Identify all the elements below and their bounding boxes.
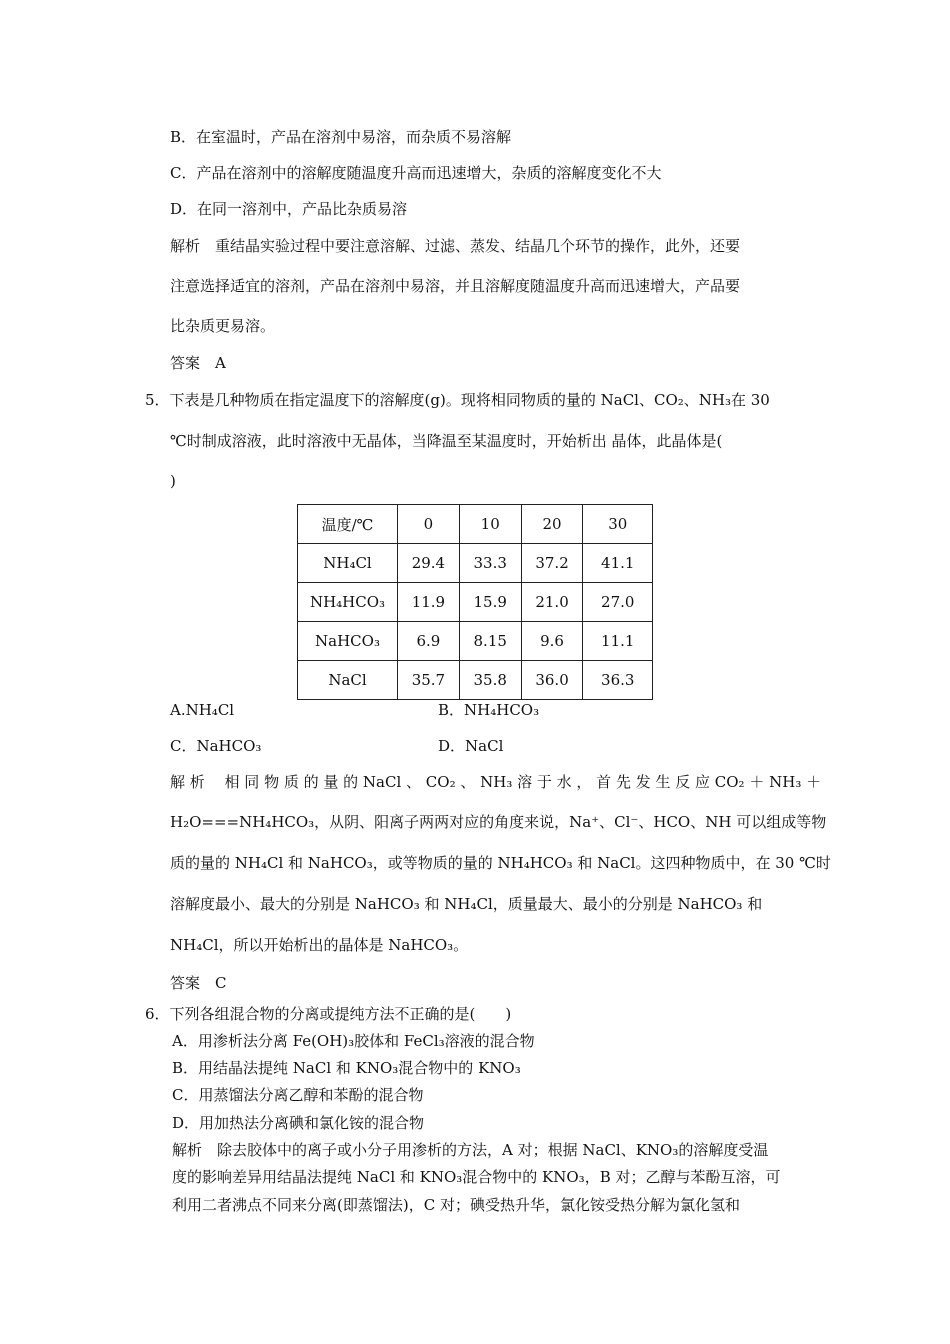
- answer-4: 答案 A: [170, 354, 226, 372]
- table-cell: NH₄HCO₃: [298, 583, 398, 622]
- table-cell: 6.9: [397, 622, 459, 661]
- explanation-4-line-3: 比杂质更易溶。: [170, 317, 276, 335]
- question-5-line-1: 5．下表是几种物质在指定温度下的溶解度(g)。现将相同物质的量的 NaCl、CO₂、NH₃在 30: [145, 391, 770, 409]
- table-cell: 37.2: [521, 544, 583, 583]
- table-row: [298, 583, 653, 622]
- explanation-6-line-2: 度的影响差异用结晶法提纯 NaCl 和 KNO₃混合物中的 KNO₃，B 对；乙醇与苯酚互溶，可: [172, 1168, 781, 1186]
- table-cell: 35.8: [459, 661, 521, 700]
- question-6-option-a: A．用渗析法分离 Fe(OH)₃胶体和 FeCl₃溶液的混合物: [172, 1032, 535, 1050]
- table-cell: 35.7: [397, 661, 459, 700]
- table-header-cell: 10: [459, 505, 521, 544]
- explanation-5-line-4: 溶解度最小、最大的分别是 NaHCO₃ 和 NH₄Cl，质量最大、最小的分别是 NaHCO₃ 和: [170, 895, 763, 913]
- option-c: C．产品在溶剂中的溶解度随温度升高而迅速增大，杂质的溶解度变化不大: [170, 164, 662, 182]
- q5-option-b: B．NH₄HCO₃: [438, 701, 540, 719]
- table-cell: NH₄Cl: [298, 544, 398, 583]
- table-cell: 9.6: [521, 622, 583, 661]
- table-header-row: [298, 505, 653, 544]
- question-6-option-c: C．用蒸馏法分离乙醇和苯酚的混合物: [172, 1086, 424, 1104]
- q5-option-a: A.NH₄Cl: [170, 701, 235, 719]
- table-row: [298, 544, 653, 583]
- table-row: [298, 661, 653, 700]
- table-cell: 27.0: [583, 583, 653, 622]
- solubility-table: [297, 504, 653, 700]
- table-header-cell: 30: [583, 505, 653, 544]
- table-header-cell: 0: [397, 505, 459, 544]
- table-cell: 11.1: [583, 622, 653, 661]
- q5-option-c: C．NaHCO₃: [170, 737, 262, 755]
- table-cell: 11.9: [397, 583, 459, 622]
- explanation-6-line-1: 解析 除去胶体中的离子或小分子用渗析的方法，A 对；根据 NaCl、KNO₃的溶解度受温: [172, 1141, 769, 1159]
- table-cell: 36.0: [521, 661, 583, 700]
- explanation-6-line-3: 利用二者沸点不同来分离(即蒸馏法)，C 对；碘受热升华，氯化铵受热分解为氯化氢和: [172, 1196, 740, 1214]
- q5-option-d: D．NaCl: [438, 737, 504, 755]
- explanation-5-line-3: 质的量的 NH₄Cl 和 NaHCO₃，或等物质的量的 NH₄HCO₃ 和 NaCl。这四种物质中，在 30 ℃时: [170, 854, 831, 872]
- table-cell: 8.15: [459, 622, 521, 661]
- answer-5: 答案 C: [170, 974, 227, 992]
- explanation-5-line-5: NH₄Cl，所以开始析出的晶体是 NaHCO₃。: [170, 936, 469, 954]
- explanation-5-line-1: 解 析 相 同 物 质 的 量 的 NaCl 、 CO₂ 、 NH₃ 溶 于 水 ， 首 先 发 生 反 应 CO₂ ＋ NH₃ ＋: [170, 773, 822, 791]
- table-cell: 15.9: [459, 583, 521, 622]
- table-cell: NaCl: [298, 661, 398, 700]
- question-6-option-b: B．用结晶法提纯 NaCl 和 KNO₃混合物中的 KNO₃: [172, 1059, 521, 1077]
- table-header-cell: 20: [521, 505, 583, 544]
- question-6-option-d: D．用加热法分离碘和氯化铵的混合物: [172, 1114, 425, 1132]
- explanation-5-line-2: H₂O===NH₄HCO₃，从阴、阳离子两两对应的角度来说，Na⁺、Cl⁻、HCO、NH 可以组成等物: [170, 813, 827, 831]
- option-d: D．在同一溶剂中，产品比杂质易溶: [170, 200, 408, 218]
- table-header-cell: 温度/℃: [298, 505, 398, 544]
- explanation-4-line-1: 解析 重结晶实验过程中要注意溶解、过滤、蒸发、结晶几个环节的操作，此外，还要: [170, 237, 741, 255]
- question-6: 6．下列各组混合物的分离或提纯方法不正确的是( ): [145, 1005, 512, 1023]
- table-cell: 21.0: [521, 583, 583, 622]
- table-cell: 36.3: [583, 661, 653, 700]
- question-5-line-3: ): [170, 472, 176, 490]
- table-cell: NaHCO₃: [298, 622, 398, 661]
- table-cell: 29.4: [397, 544, 459, 583]
- table-cell: 33.3: [459, 544, 521, 583]
- table-cell: 41.1: [583, 544, 653, 583]
- question-5-line-2: ℃时制成溶液，此时溶液中无晶体，当降温至某温度时，开始析出 晶体，此晶体是(: [170, 432, 723, 450]
- explanation-4-line-2: 注意选择适宜的溶剂，产品在溶剂中易溶，并且溶解度随温度升高而迅速增大，产品要: [170, 277, 741, 295]
- table-row: [298, 622, 653, 661]
- option-b: B．在室温时，产品在溶剂中易溶，而杂质不易溶解: [170, 128, 512, 146]
